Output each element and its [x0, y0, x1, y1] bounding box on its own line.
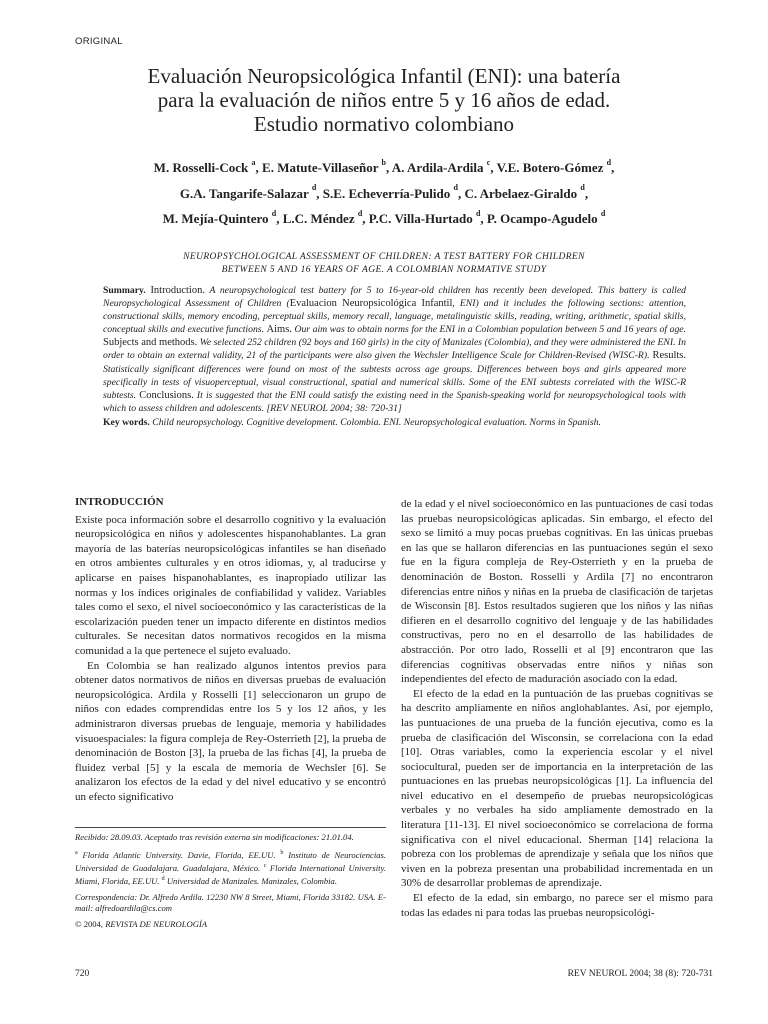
- author-list: [60, 155, 708, 232]
- author-affiliation-mark: d: [311, 183, 317, 193]
- affiliation-d: Universidad de Manizales. Manizales, Colombia.: [166, 876, 338, 887]
- author-separator: ,: [457, 185, 465, 201]
- copyright-note: [75, 919, 386, 931]
- section-heading: INTRODUCCIÓN: [75, 496, 164, 508]
- intro-upright: Evaluacion Neuropsicológica Infantil: [289, 298, 453, 310]
- copyright-year: 2004,: [83, 918, 104, 929]
- english-title-line: NEUROPSYCHOLOGICAL ASSESSMENT OF CHILDREN: A TEST BATTERY FOR CHILDREN: [183, 252, 585, 262]
- copyright-symbol: ©: [75, 918, 82, 929]
- keywords-label: Key words.: [103, 416, 150, 428]
- author-name: L.C. Méndez: [282, 211, 358, 226]
- paragraph: En Colombia se han realizado algunos intentos previos para obtener datos normativos de niños en diversas pruebas de evaluación neuropsicológica. Ardila y Rosselli [1] seleccionaron un grupo de niños con edades comprendidas entre los 5 y los 12 años, y les administraron diversas pruebas de lenguaje, memoria y habilidades visuoespaciales: la figura compleja de Rey-Osterrieth [2], la prueba de denominación de Boston [3], la prueba de las fichas [4], la prueba de fluidez verbal [5] y la escala de memoria de Wechsler [6]. Se analizaron los efectos de la edad y del nivel educativo y se encontró un efecto significativo: [75, 659, 386, 803]
- title-line: para la evaluación de niños entre 5 y 16 años de edad.: [157, 88, 611, 112]
- author-affiliation-mark: d: [580, 183, 585, 193]
- conclusions-text: It is suggested that the ENI could satisfy the existing need in the Spanish-speaking world for neuropsychological tools with which to assess children and adolescents. [REV NEUROL 2004; 38: 720-31]: [103, 389, 686, 414]
- copyright-journal: REVISTA DE NEUROLOGÍA: [105, 918, 208, 929]
- author-separator: ,: [316, 185, 323, 201]
- author-affiliation-mark: b: [381, 157, 386, 167]
- results-label: Results.: [652, 350, 687, 362]
- author-separator: ,: [362, 211, 369, 226]
- author-name: G.A. Tangarife-Salazar: [179, 185, 312, 201]
- right-column: [401, 497, 713, 920]
- title-line: Estudio normativo colombiano: [253, 112, 515, 136]
- author-separator: ,: [276, 211, 283, 226]
- author-name: P. Ocampo-Agudelo: [486, 211, 601, 226]
- affiliation-c: Florida International University. Miami, Florida, EE.UU.: [75, 862, 386, 887]
- results-text: Statistically significant differences were found on most of the subtests across age groups. Differences between boys and girls appeared more specifically in tests of visuoperceptual, visual constructional, spatial and numerical skills. Some of the ENI subtests correlated with the WISC-R subtests.: [103, 363, 686, 401]
- author-name: M. Rosselli-Cock: [153, 160, 252, 175]
- left-column: [75, 495, 386, 804]
- conclusions-label: Conclusions.: [139, 389, 194, 401]
- paragraph: Existe poca información sobre el desarrollo cognitivo y la evaluación neuropsicológica en niños y adolescentes hispanohablantes. La gran mayoría de las baterías neuropsicológicas infantiles se han diseñado en otros ambientes culturales y en otros idiomas, y, al traducirse y aplicarse en países hispanohablantes, es inapropiado utilizar las normas y los índices originales de confiabilidad y validez. Variables tales como el sexo, el nivel socioeconómico y las características de la escolarización pueden tener un impacto diferente en distintos medios culturales. Se necesitan datos normativos recogidos en la misma comunidad a la que pertenece el sujeto evaluado.: [75, 513, 386, 657]
- author-name: E. Matute-Villaseñor: [262, 160, 382, 175]
- article-title: [60, 64, 708, 136]
- author-name: M. Mejía-Quintero: [162, 211, 272, 226]
- subjects-label: Subjects and methods.: [103, 337, 198, 349]
- author-affiliation-mark: a: [251, 157, 256, 167]
- received-note: Recibido: 28.09.03. Aceptado tras revisión externa sin modificaciones: 21.01.04.: [75, 832, 354, 842]
- author-affiliation-mark: d: [453, 183, 458, 193]
- author-affiliation-mark: d: [475, 208, 481, 218]
- author-line: [60, 206, 708, 232]
- aims-label: Aims.: [266, 324, 292, 336]
- affiliation-b: Instituto de Neurociencias. Universidad de Guadalajara. Guadalajara, México.: [75, 849, 387, 873]
- title-line: Evaluación Neuropsicológica Infantil (ENI): una batería: [147, 64, 621, 88]
- intro-label: Introduction.: [150, 285, 205, 296]
- page-number: 720: [75, 969, 90, 979]
- paragraph: El efecto de la edad en la puntuación de las pruebas cognitivas se ha descrito ampliamente en niños anglohablantes. Así, por ejemplo, las puntuaciones de una prueba de la función ejecutiva, como es la prueba de clasificación del Wisconsin, se correlaciona con la edad [10]. Otras variables, como la experiencia escolar y el nivel sociocultural, pueden ser de importancia en la interpretación de las puntuaciones en las pruebas neuropsicológicas [1]. La influencia del nivel educativo en el desempeño de pruebas neuropsicológicas verbales y no verbales ha sido ampliamente demostrado en la literatura [11-13]. El nivel socioeconómico se correlaciona de forma significativa con el nivel educacional. Sherman [14] relaciona la pobreza con los problemas de aprendizaje y señala que los niños que viven en la pobreza presentan una probabilidad incrementada en un 30% de desarrollar problemas de aprendizaje.: [401, 687, 713, 890]
- author-separator: ,: [584, 185, 589, 201]
- correspondence-note: Correspondencia: Dr. Alfredo Ardila. 12230 NW 8 Street, Miami, Florida 33182. USA. E-mail: alfredoardila@cs.com: [75, 891, 386, 914]
- author-affiliation-mark: d: [357, 208, 363, 218]
- subjects-text: We selected 252 children (92 boys and 160 girls) in the city of Manizales (Colombia), and they were administered the ENI. In order to obtain an external validity, 21 of the participants were also given the Wechsler Intelligence Scale for Children-Revised (WISC-R).: [103, 337, 687, 362]
- author-line: [60, 181, 708, 207]
- affiliations-note: $^a$ Florida Atlantic University. Davie, Florida, EE.UU. $^b$ Instituto de Neurociencias. Universidad de Guadalajara. Guadalajara, México. $^c$ Florida International University. Miami, Florida, EE.UU. $^d$ Universidad de Manizales. Manizales, Colombia.: [75, 849, 387, 887]
- english-title: [100, 251, 668, 277]
- author-separator: ,: [611, 160, 615, 175]
- intro-text: A neuropsychological test battery for 5 to 16-year-old children has recently been developed. This battery is called Neuropsychological Assessment of Children (: [103, 285, 686, 310]
- author-name: P.C. Villa-Hurtado: [368, 211, 476, 226]
- author-separator: ,: [255, 160, 263, 175]
- author-name: S.E. Echeverría-Pulido: [322, 185, 454, 201]
- section-label: ORIGINAL: [75, 36, 123, 47]
- author-affiliation-mark: d: [606, 157, 612, 167]
- author-affiliation-mark: d: [271, 208, 277, 218]
- author-line: [60, 155, 708, 181]
- author-affiliation-mark: c: [486, 157, 491, 167]
- affiliation-a: Florida Atlantic University. Davie, Florida, EE.UU.: [82, 849, 276, 860]
- author-affiliation-mark: d: [600, 208, 606, 218]
- journal-reference: REV NEUROL 2004; 38 (8): 720-731: [567, 969, 713, 979]
- keywords: [103, 416, 686, 429]
- footnotes: [75, 832, 386, 934]
- summary-label: Summary.: [103, 285, 146, 296]
- author-separator: ,: [480, 211, 487, 226]
- paragraph: de la edad y el nivel socioeconómico en las puntuaciones de casi todas las pruebas neuropsicológicas aplicadas. Sin embargo, el efecto del sexo se limitó a muy pocas pruebas cognitivas. En las únicas pruebas en las que se hallaron diferencias en las puntuaciones según el sexo fue en la figura compleja de Rey-Osterrieth y en la prueba de denominación de Boston. Rosselli y Ardila [7] no encontraron diferencias entre niños y niñas en la prueba de clasificación de tarjetas de Wisconsin [8]. Estos resultados sugieren que los niños y las niñas difieren en el desarrollo cognitivo del lenguaje y de las habilidades constructivas, pero no en el desarrollo de las habilidades de abstracción. Por otro lado, Rosselli et al [9] encontraron que las diferencias cognitivas observadas entre niños y niñas son independientes del efecto de maduración asociado con la edad.: [401, 498, 713, 686]
- intro-text: , ENI) and it includes the following sections: attention, constructional skills, memory encoding, perceptual skills, memory recall, language, metalinguistic skills, reading, writing, arithmetic, spatial skills, conceptual skills and executive functions.: [103, 298, 687, 336]
- summary-text: [103, 284, 686, 415]
- paragraph: El efecto de la edad, sin embargo, no parece ser el mismo para todas las edades ni para todas las pruebas neuropsicológi-: [401, 892, 713, 919]
- author-name: C. Arbelaez-Giraldo: [464, 185, 581, 201]
- english-title-line: BETWEEN 5 AND 16 YEARS OF AGE. A COLOMBIAN NORMATIVE STUDY: [221, 265, 547, 275]
- author-name: A. Ardila-Ardila: [391, 160, 487, 175]
- aims-text: Our aim was to obtain norms for the ENI in a Colombian population between 5 and 16 years of age.: [294, 324, 687, 336]
- summary-block: [103, 284, 686, 429]
- author-name: V.E. Botero-Gómez: [496, 160, 607, 175]
- author-separator: ,: [490, 160, 497, 175]
- footnote-divider: [75, 827, 386, 828]
- keywords-text: Child neuropsychology. Cognitive development. Colombia. ENI. Neuropsychological evaluation. Norms in Spanish.: [152, 416, 601, 428]
- author-separator: ,: [386, 160, 392, 175]
